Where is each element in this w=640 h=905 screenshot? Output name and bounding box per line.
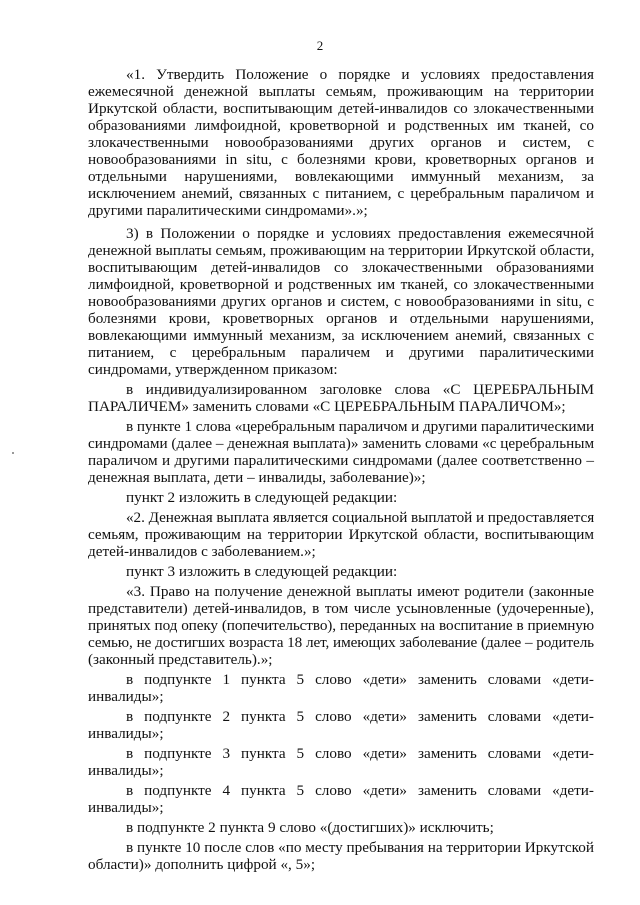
text-line: «3. Право на получение денежной выплаты имеют родители (законные [126, 583, 594, 600]
text-line: в подпункте 2 пункта 9 слово «(достигших)» исключить; [126, 819, 494, 836]
text-line: инвалиды»; [88, 725, 164, 742]
text-line: области)» дополнить цифрой «, 5»; [88, 856, 316, 873]
text-line: (законный представитель).»; [88, 651, 273, 668]
text-line: в пункте 1 слова «церебральным параличом и другими паралитическими [126, 418, 594, 435]
text-line: в подпункте 2 пункта 5 слово «дети» заменить словами «дети- [126, 708, 594, 725]
page-number: 2 [316, 38, 324, 53]
text-line: воспитывающим детей-инвалидов со злокачественными образованиями [88, 259, 594, 276]
text-line: новообразованиями in situ, с болезнями крови, кроветворных органов и [88, 151, 594, 168]
text-line: инвалиды»; [88, 688, 164, 705]
text-line: представители) детей-инвалидов, в том числе усыновленные (удочеренные), [88, 600, 594, 617]
text-line: параличом и другими паралитическими синдромами (далее соответственно – [88, 452, 594, 469]
text-line: в индивидуализированном заголовке слова «С ЦЕРЕБРАЛЬНЫМ [126, 381, 594, 398]
text-line: исключением анемий, связанных с питанием, с церебральным параличом и [88, 185, 594, 202]
text-line: синдромами, утвержденном приказом: [88, 361, 338, 378]
text-line: детей-инвалидов с заболеванием.»; [88, 543, 316, 560]
text-line: семью, не достигших возраста 18 лет, имеющих заболевание (далее – родитель [88, 634, 594, 651]
text-line: принятых под опеку (попечительство), переданных на воспитание в приемную [88, 617, 594, 634]
text-line: злокачественными новообразованиями других органов и систем, с [88, 134, 594, 151]
text-line: в подпункте 3 пункта 5 слово «дети» заменить словами «дети- [126, 745, 594, 762]
text-line: инвалиды»; [88, 762, 164, 779]
text-line: семьям, проживающим на территории Иркутской области, воспитывающим [88, 526, 594, 543]
text-line: инвалиды»; [88, 799, 164, 816]
text-line: 3) в Положении о порядке и условиях предоставления ежемесячной [126, 225, 594, 242]
text-line: вовлекающими иммунный механизм, за исключением анемий, связанных с [88, 327, 594, 344]
text-line: в подпункте 1 пункта 5 слово «дети» заменить словами «дети- [126, 671, 594, 688]
text-line: образованиями лимфоидной, кроветворной и родственных им тканей, со [88, 117, 594, 134]
text-line: в пункте 10 после слов «по месту пребывания на территории Иркутской [126, 839, 594, 856]
text-line: Иркутской области, воспитывающим детей-инвалидов со злокачественными [88, 100, 594, 117]
text-line: денежная выплата, дети – инвалиды, заболевание)»; [88, 469, 426, 486]
text-line: ПАРАЛИЧЕМ» заменить словами «С ЦЕРЕБРАЛЬНЫМ ПАРАЛИЧОМ»; [88, 398, 566, 415]
scan-speck [12, 452, 14, 454]
text-line: «2. Денежная выплата является социальной выплатой и предоставляется [126, 509, 595, 526]
text-line: «1. Утвердить Положение о порядке и условиях предоставления [126, 66, 594, 83]
text-line: новообразованиями других органов и систем, с новообразованиями in situ, с [88, 293, 594, 310]
text-line: лимфоидной, кроветворной и родственных им тканей, со злокачественными [88, 276, 594, 293]
text-line: денежной выплаты семьям, проживающим на территории Иркутской области, [88, 242, 595, 259]
text-line: питанием, с церебральным параличем и другими паралитическими [88, 344, 594, 361]
text-line: другими паралитическими синдромами».»; [88, 202, 368, 219]
text-line: пункт 2 изложить в следующей редакции: [126, 489, 398, 506]
text-line: ежемесячной денежной выплаты семьям, проживающим на территории [88, 83, 594, 100]
text-line: в подпункте 4 пункта 5 слово «дети» заменить словами «дети- [126, 782, 594, 799]
text-line: синдромами (далее – денежная выплата)» заменить словами «с церебральным [88, 435, 595, 452]
text-line: отдельными нарушениями, вовлекающими иммунный механизм, за [88, 168, 594, 185]
text-line: болезнями крови, кроветворных органов и отдельными нарушениями, [88, 310, 594, 327]
text-line: пункт 3 изложить в следующей редакции: [126, 563, 398, 580]
